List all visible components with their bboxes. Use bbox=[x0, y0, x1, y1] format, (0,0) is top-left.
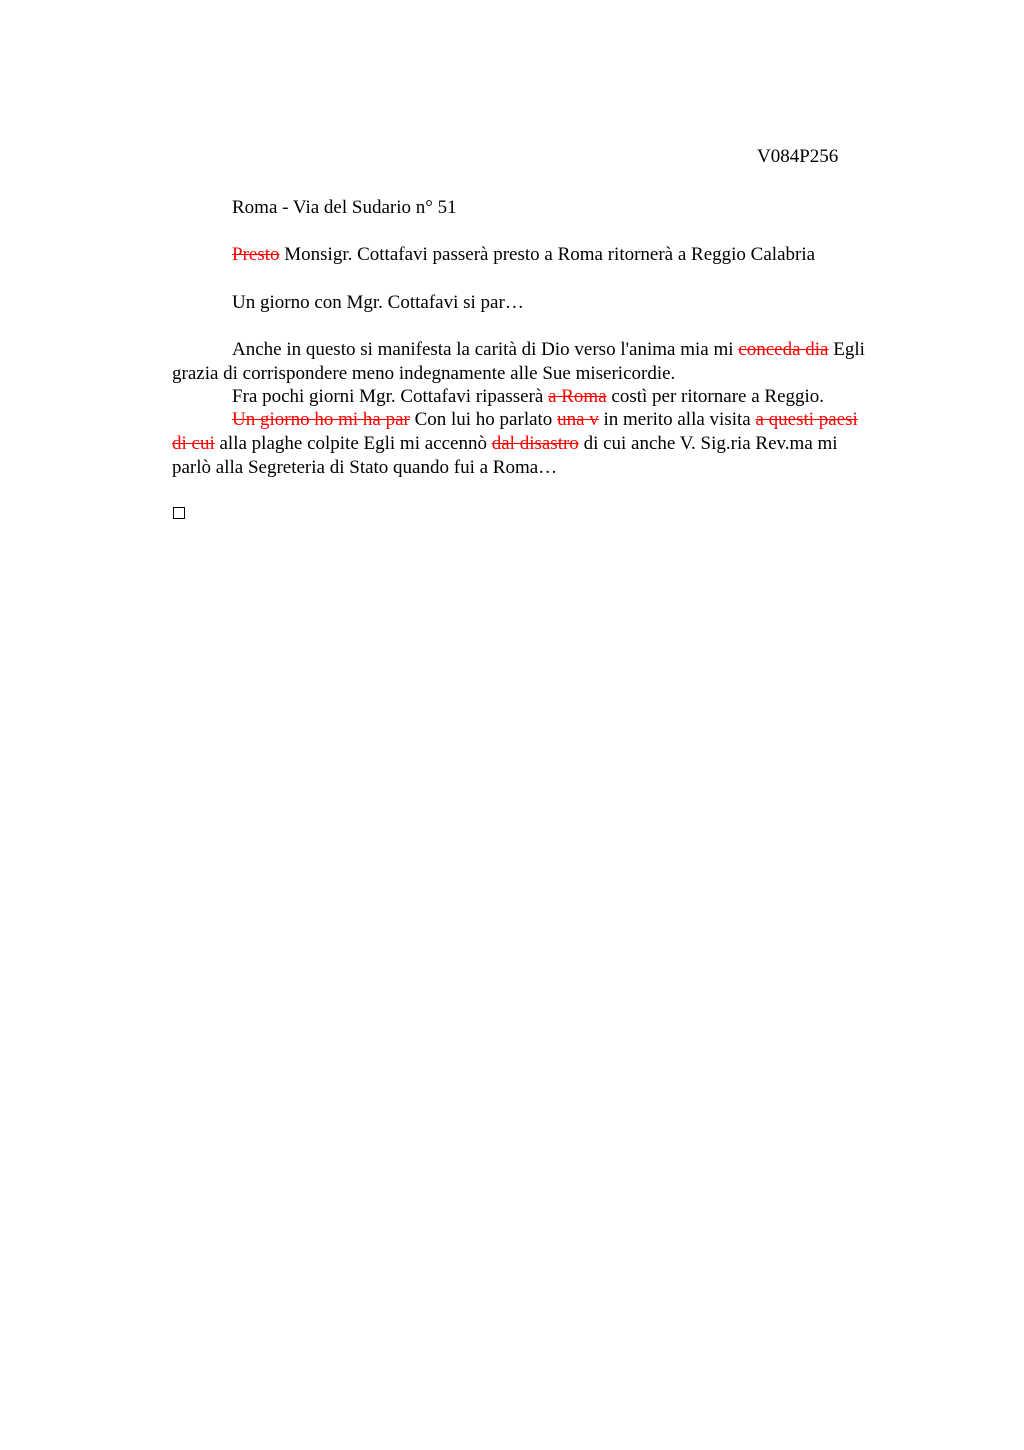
text-span: alla plaghe colpite Egli mi accennò bbox=[214, 433, 492, 454]
deleted-text: conceda dia bbox=[738, 339, 829, 360]
deleted-text: a questi paesi bbox=[755, 409, 858, 430]
deleted-text: a Roma bbox=[548, 386, 607, 407]
empty-square-icon bbox=[173, 507, 185, 519]
deleted-text: dal disastro bbox=[491, 433, 579, 454]
deleted-text: una v bbox=[557, 409, 599, 430]
paragraph-anche-row2: grazia di corrispondere meno indegnamente alle Sue misericordie. bbox=[172, 363, 676, 384]
paragraph-fra-pochi bbox=[232, 385, 824, 409]
document-id: V084P256 bbox=[757, 146, 839, 167]
text-span: Anche in questo si manifesta la carità di Dio verso l'anima mia mi bbox=[232, 339, 739, 360]
text-span: in merito alla visita bbox=[598, 409, 756, 430]
text-span: di cui anche V. Sig.ria Rev.ma mi bbox=[578, 433, 838, 454]
presto-line-text: Monsigr. Cottafavi passerà presto a Roma ritornerà a Reggio Calabria bbox=[279, 244, 816, 265]
paragraph-anche-row1 bbox=[232, 338, 865, 362]
text-span: Egli bbox=[828, 339, 865, 360]
deleted-text: Presto bbox=[232, 244, 280, 265]
presto-line bbox=[232, 243, 815, 267]
paragraph-con-lui-row3: parlò alla Segreteria di Stato quando fui a Roma… bbox=[172, 457, 558, 478]
address-line: Roma - Via del Sudario n° 51 bbox=[232, 197, 457, 218]
deleted-text: Un giorno ho mi ha par bbox=[232, 409, 410, 430]
un-giorno-line: Un giorno con Mgr. Cottafavi si par… bbox=[232, 292, 524, 313]
text-span: Fra pochi giorni Mgr. Cottafavi ripasserà bbox=[232, 386, 549, 407]
deleted-text: di cui bbox=[172, 433, 215, 454]
text-span: costì per ritornare a Reggio. bbox=[606, 386, 825, 407]
paragraph-con-lui-row2 bbox=[172, 432, 838, 456]
text-span: Con lui ho parlato bbox=[409, 409, 558, 430]
paragraph-con-lui-row1 bbox=[232, 408, 858, 432]
